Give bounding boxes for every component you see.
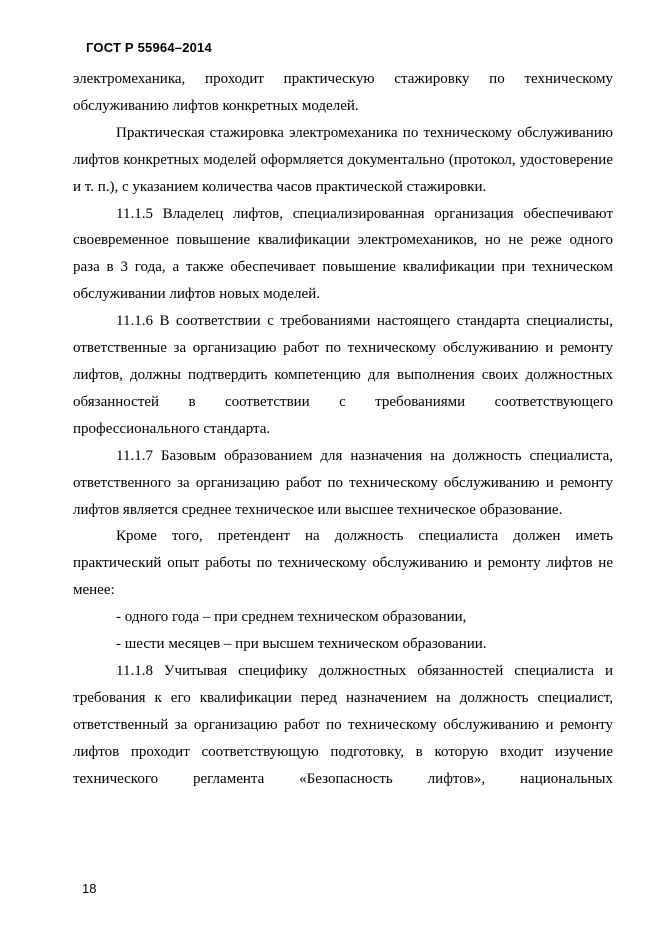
- paragraph-11-1-6: 11.1.6 В соответствии с требованиями настоящего стандарта специалисты, ответственные за организацию работ по техническому обслуживанию и ремонту лифтов, должны подтвердить компетенцию для выполнения своих должностных обязанностей в соответствии с требованиями соответствующего профессионального стандарта.: [73, 313, 613, 437]
- paragraph-11-1-7: 11.1.7 Базовым образованием для назначения на должность специалиста, ответственного за организацию работ по техническому обслуживанию и ремонту лифтов является среднее техническое или высшее техническое образование.: [73, 447, 613, 518]
- paragraph-11-1-8: 11.1.8 Учитывая специфику должностных обязанностей специалиста и требования к его квалификации перед назначением на должность специалист, ответственный за организацию работ по техническому обслуживанию и ремонту лифтов проходит соответствующую подготовку, в которую входит изучение технического регламента «Безопасность лифтов», национальных: [73, 662, 613, 787]
- paragraph-experience: Кроме того, претендент на должность специалиста должен иметь практический опыт работы по техническому обслуживанию и ремонту лифтов не менее:: [73, 528, 613, 599]
- list-item-higher-education: - шести месяцев – при высшем техническом образовании.: [116, 636, 487, 653]
- list-item-secondary-education: - одного года – при среднем техническом образовании,: [116, 609, 467, 626]
- document-header: ГОСТ Р 55964–2014: [86, 40, 212, 55]
- paragraph-11-1-5: 11.1.5 Владелец лифтов, специализированная организация обеспечивают своевременное повышение квалификации электромехаников, но не реже одного раза в 3 года, а также обеспечивает повышение квалификации при техническом обслуживании лифтов новых моделей.: [73, 205, 613, 303]
- paragraph-continuation: электромеханика, проходит практическую стажировку по техническому обслуживанию лифтов конкретных моделей.: [73, 71, 613, 114]
- paragraph-practical-training: Практическая стажировка электромеханика по техническому обслуживанию лифтов конкретных моделей оформляется документально (протокол, удостоверение и т. п.), с указанием количества часов практической стажировки.: [73, 124, 613, 195]
- document-body: [73, 66, 613, 792]
- page-number: 18: [82, 881, 97, 896]
